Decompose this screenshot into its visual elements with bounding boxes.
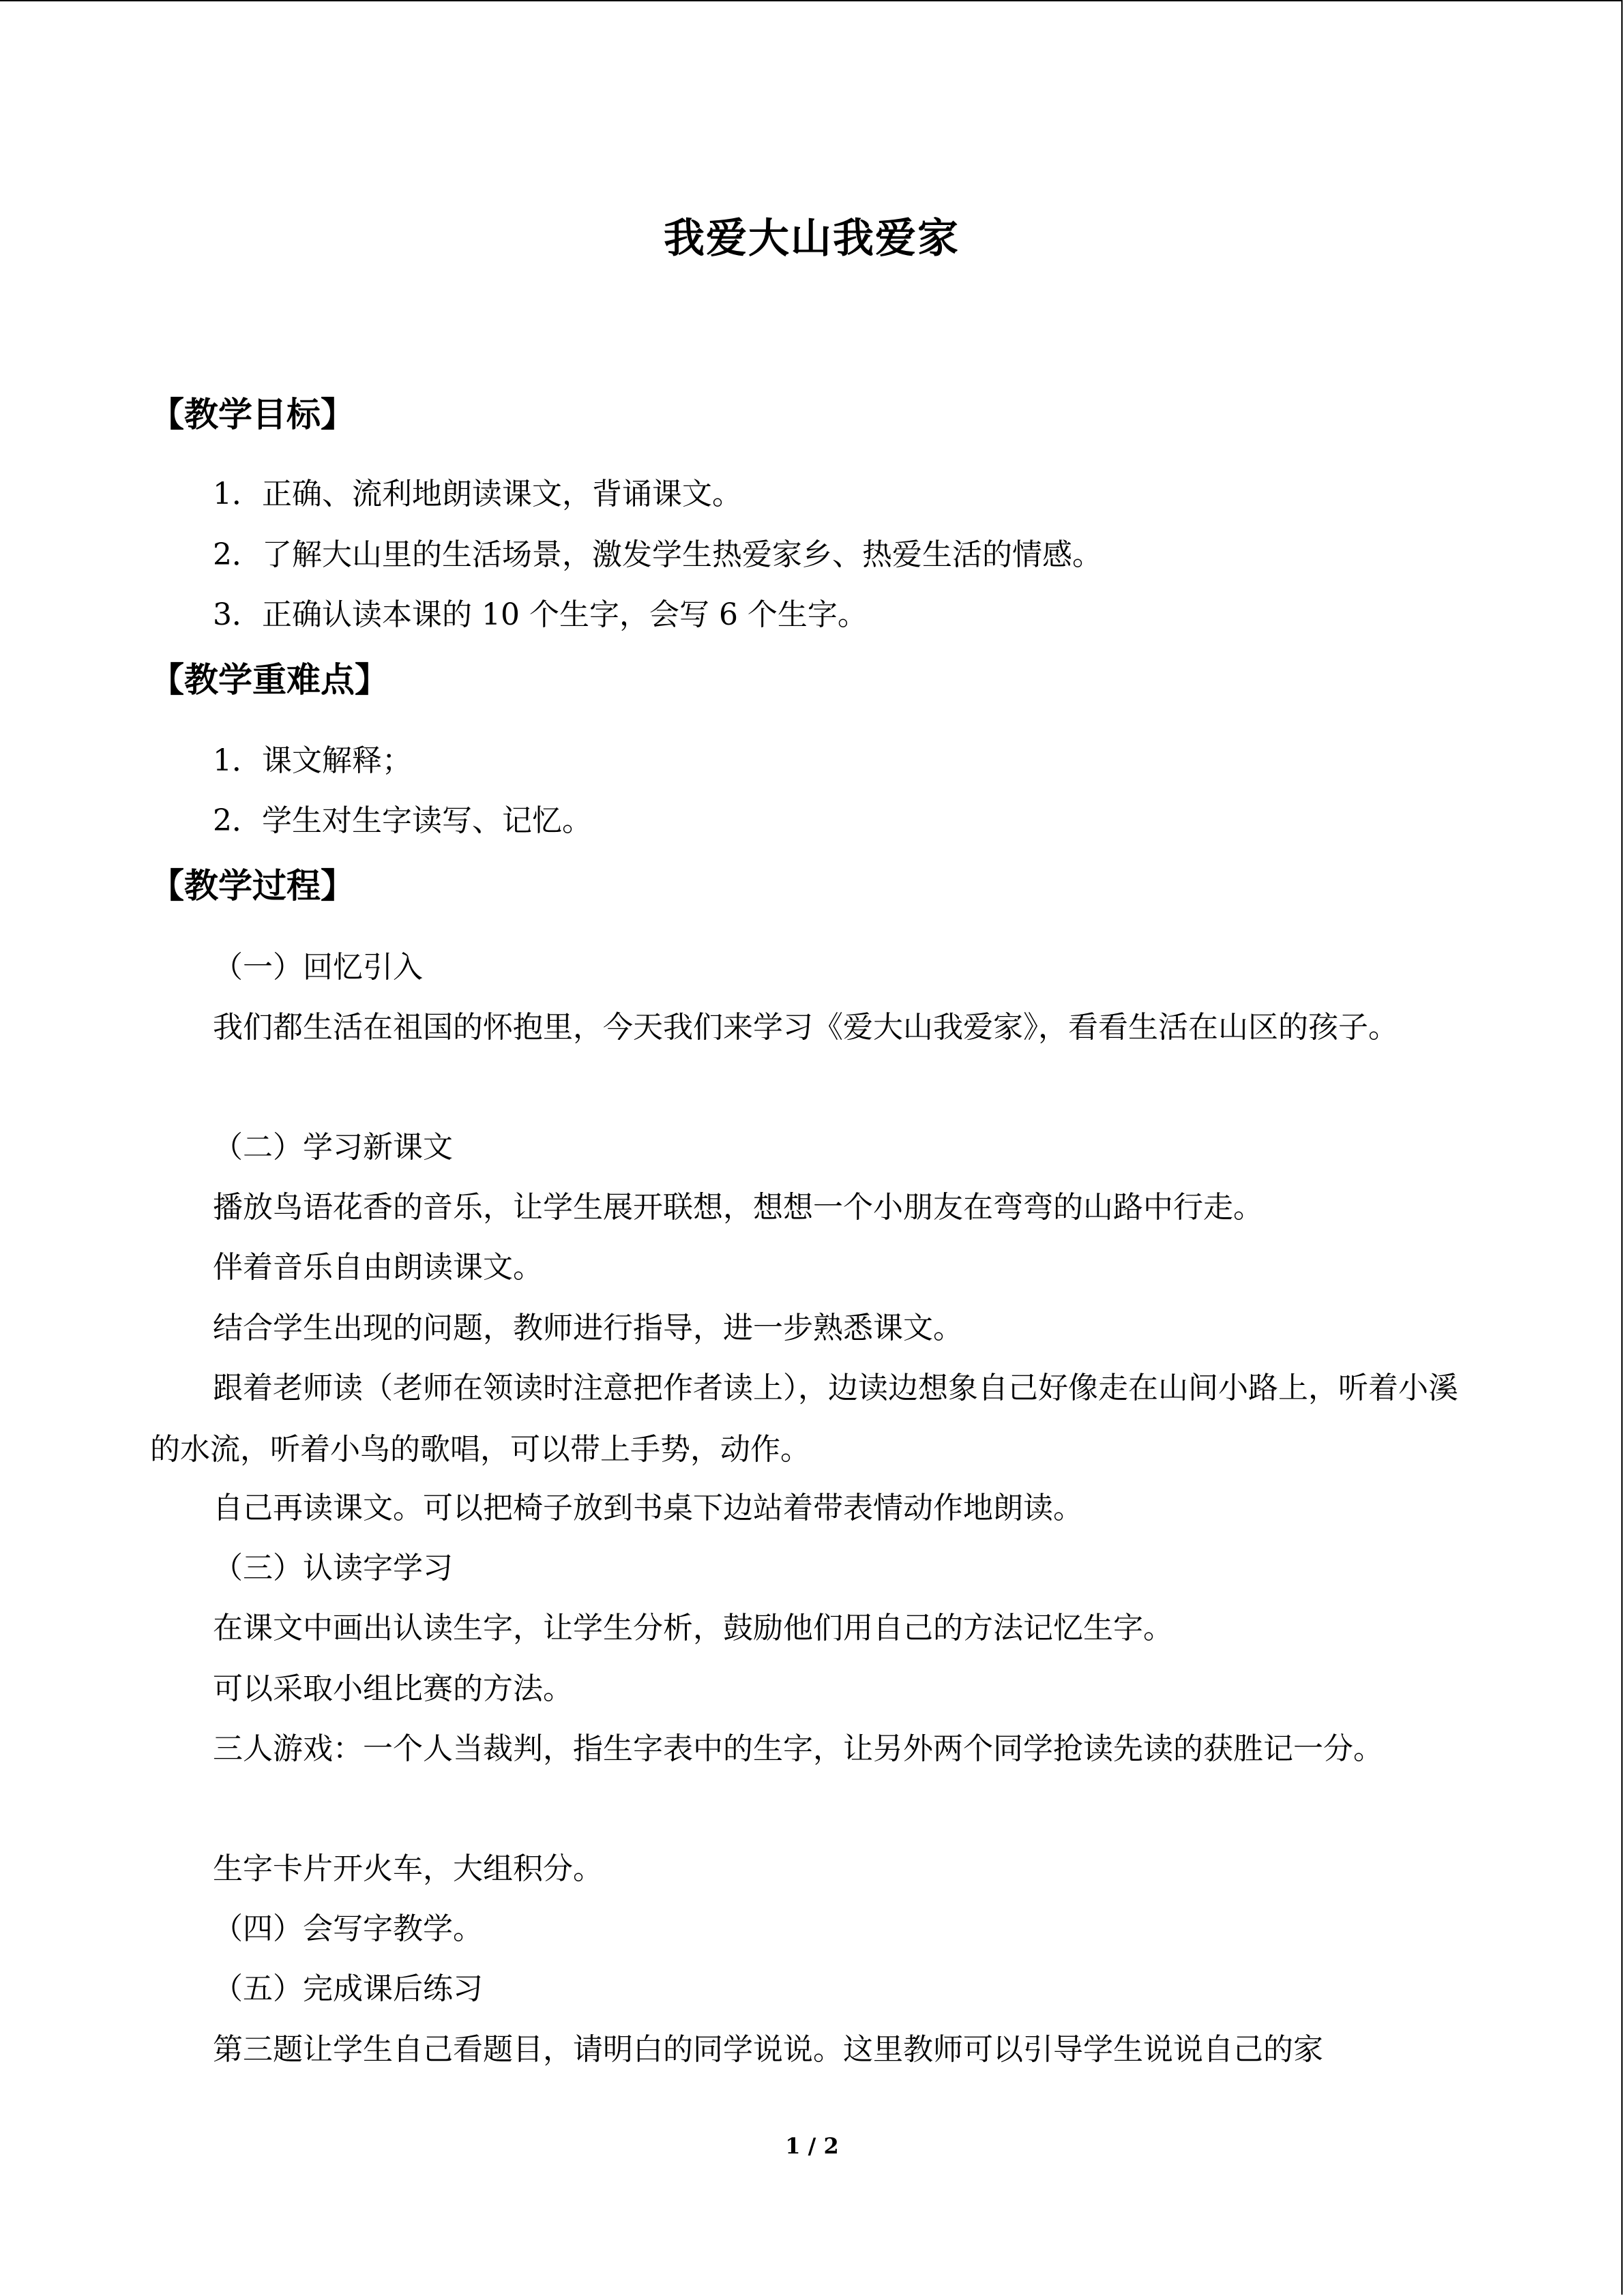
process-paragraph: 三人游戏：一个人当裁判，指生字表中的生字，让另外两个同学抢读先读的获胜记一分。 [213, 1731, 1383, 1766]
process-paragraph: 我们都生活在祖国的怀抱里，今天我们来学习《爱大山我爱家》，看看生活在山区的孩子。 [213, 1010, 1398, 1045]
section-heading-process: 【教学过程】 [150, 866, 355, 906]
process-subheading-writing: （四）会写字教学。 [213, 1911, 483, 1946]
process-paragraph: 播放鸟语花香的音乐，让学生展开联想，想想一个小朋友在弯弯的山路中行走。 [213, 1190, 1263, 1225]
page-number: 1 / 2 [785, 2133, 839, 2159]
process-subheading-review: （一）回忆引入 [213, 950, 423, 985]
objective-item-2: 2．了解大山里的生活场景，激发学生热爱家乡、热爱生活的情感。 [213, 537, 1102, 572]
process-subheading-exercises: （五）完成课后练习 [213, 1971, 483, 2006]
process-paragraph: 自己再读课文。可以把椅子放到书桌下边站着带表情动作地朗读。 [213, 1491, 1083, 1525]
process-subheading-recognition: （三）认读字学习 [213, 1551, 453, 1585]
process-paragraph: 生字卡片开火车，大组积分。 [213, 1851, 603, 1886]
key-point-item-1: 1．课文解释； [213, 743, 412, 778]
document-title: 我爱大山我爱家 [664, 215, 960, 263]
process-paragraph: 伴着音乐自由朗读课文。 [213, 1250, 543, 1285]
process-paragraph: 跟着老师读（老师在领读时注意把作者读上），边读边想象自己好像走在山间小路上，听着小溪的水流，听着小鸟的歌唱，可以带上手势，动作。 [150, 1371, 1458, 1467]
objective-item-1: 1．正确、流利地朗读课文，背诵课文。 [213, 477, 742, 511]
process-paragraph: 结合学生出现的问题，教师进行指导，进一步熟悉课文。 [213, 1311, 963, 1345]
section-heading-key-points: 【教学重难点】 [150, 660, 389, 700]
key-point-item-2: 2．学生对生字读写、记忆。 [213, 803, 592, 838]
process-paragraph: 可以采取小组比赛的方法。 [213, 1671, 573, 1706]
section-heading-objectives: 【教学目标】 [150, 395, 355, 434]
process-paragraph: 在课文中画出认读生字，让学生分析，鼓励他们用自己的方法记忆生字。 [213, 1611, 1173, 1645]
process-subheading-new-lesson: （二）学习新课文 [213, 1130, 453, 1165]
objective-item-3: 3．正确认读本课的 10 个生字，会写 6 个生字。 [213, 597, 868, 632]
process-paragraph: 第三题让学生自己看题目，请明白的同学说说。这里教师可以引导学生说说自己的家 [213, 2032, 1323, 2067]
